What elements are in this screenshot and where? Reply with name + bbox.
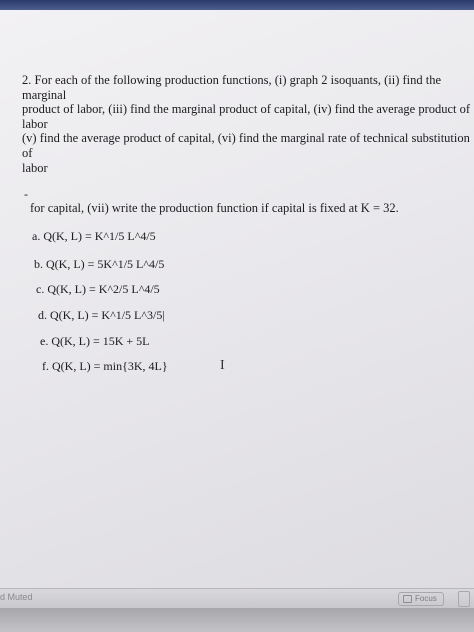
function-item-f: f. Q(K, L) = min{3K, 4L}	[42, 359, 168, 374]
monitor-bezel	[0, 608, 474, 632]
status-text: d Muted	[0, 592, 33, 602]
function-item-a: a. Q(K, L) = K^1/5 L^4/5	[32, 229, 156, 244]
focus-icon	[403, 595, 412, 603]
text-cursor-icon: I	[220, 358, 225, 373]
question-continuation: for capital, (vii) write the production function if capital is fixed at K = 32.	[30, 201, 399, 216]
focus-label: Focus	[415, 594, 437, 603]
function-item-c: c. Q(K, L) = K^2/5 L^4/5	[36, 282, 160, 297]
bullet-dash: -	[24, 187, 28, 202]
function-item-d: d. Q(K, L) = K^1/5 L^3/5|	[38, 308, 165, 323]
function-item-b: b. Q(K, L) = 5K^1/5 L^4/5	[34, 257, 165, 272]
window-top-bar	[0, 0, 474, 10]
function-item-e: e. Q(K, L) = 15K + 5L	[40, 334, 150, 349]
question-text: 2. For each of the following production functions, (i) graph 2 isoquants, (ii) find the marginal product of labor, (iii) find the marginal product of capital, (iv) find the average product of labor (v) find the average product of capital, (vi) find the marginal rate of technical substitution of labor	[22, 73, 471, 175]
focus-button[interactable]	[398, 592, 444, 606]
view-toggle-icon[interactable]	[458, 591, 470, 607]
document-content	[22, 73, 472, 374]
taskbar	[0, 588, 474, 609]
